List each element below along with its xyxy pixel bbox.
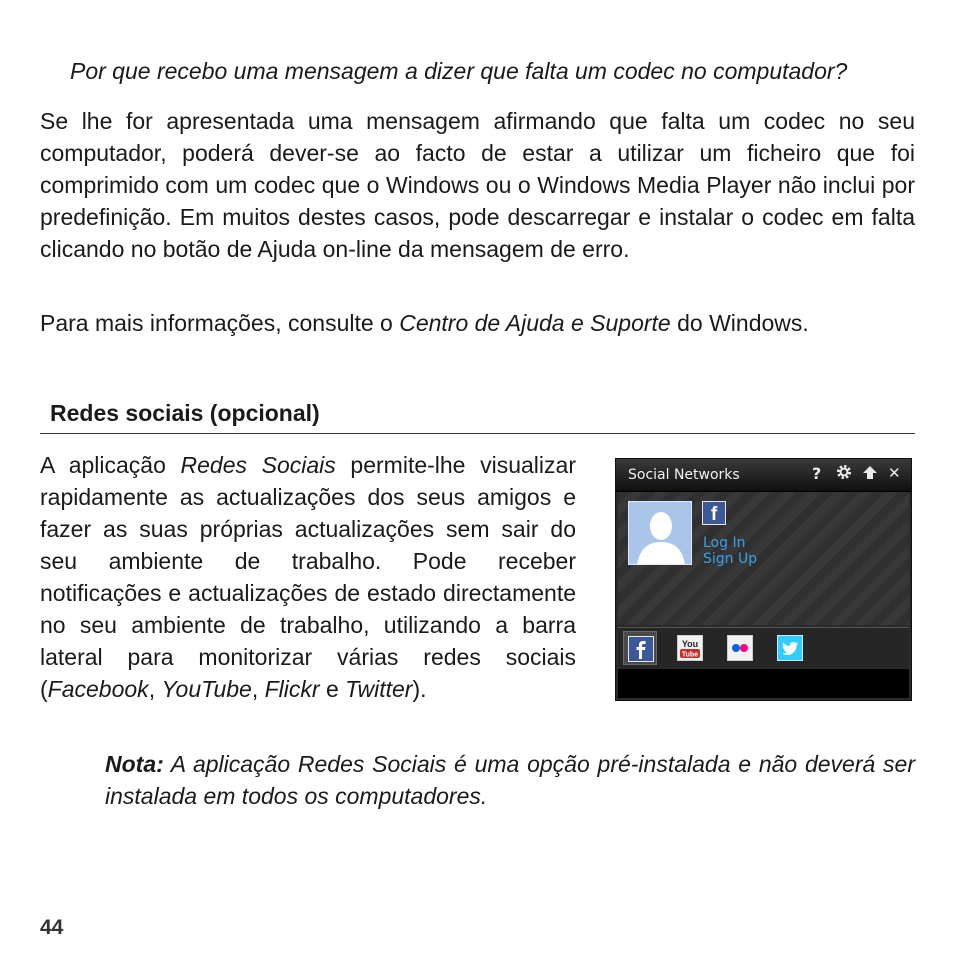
note-label: Nota: [105,751,164,777]
twitter-tab[interactable] [773,631,807,665]
app-name: Redes Sociais [180,452,336,478]
youtube-tab[interactable] [673,631,707,665]
gadget-footer [618,669,909,698]
youtube-icon [677,635,703,661]
answer-paragraph: Se lhe for apresentada uma mensagem afirmando que falta um codec no seu computador, poderá dever-se ao facto de estar a utilizar um ficheiro que foi comprimido com um codec que o Windows ou o Windows Media Player não inclui por predefinição. Em muitos destes casos, pode descarregar e instalar o codec em falta clicando no botão de Ajuda on-line da mensagem de erro. [40,108,915,262]
help-button[interactable]: ? [812,464,822,483]
svg-text:Tube: Tube [681,651,699,659]
network-twitter: Twitter [345,676,413,702]
facebook-icon [628,636,654,662]
social-paragraph: A aplicação Redes Sociais permite-lhe visualizar rapidamente as actualizações dos seus amigos e fazer as suas próprias actualizações sem sair do seu ambiente de trabalho. Pode receber notificações e actualizações de estado directamente no seu ambiente de trabalho, utilizando a barra lateral para monitorizar várias redes sociais (Facebook, YouTube, Flickr e Twitter). [40,452,576,702]
facebook-icon: f [702,501,726,525]
collapse-icon[interactable] [861,464,879,486]
flickr-tab[interactable] [723,631,757,665]
gadget-titlebar [616,459,911,492]
sign-up-link[interactable]: Sign Up [703,551,758,567]
close-icon[interactable]: ✕ [888,464,901,482]
section-heading: Redes sociais (opcional) [50,400,320,426]
network-youtube: YouTube [161,676,252,702]
social-networks-gadget [615,458,912,701]
network-flickr: Flickr [264,676,320,702]
network-facebook: Facebook [47,676,149,702]
info-paragraph: Para mais informações, consulte o Centro de Ajuda e Suporte do Windows. [40,310,809,336]
gadget-tab-bar [618,627,909,668]
faq-question: Por que recebo uma mensagem a dizer que falta um codec no computador? [70,58,848,84]
section-divider [40,433,915,434]
help-center-reference: Centro de Ajuda e Suporte [399,310,671,336]
twitter-icon [777,635,803,661]
gear-icon[interactable] [835,463,853,485]
gadget-body [618,492,909,625]
page-number: 44 [40,916,64,939]
note-paragraph: Nota: A aplicação Redes Sociais é uma opção pré-instalada e não deverá ser instalada em todos os computadores. [105,751,915,809]
log-in-link[interactable]: Log In [703,535,746,551]
user-silhouette-icon [629,502,692,565]
avatar [628,501,692,565]
flickr-icon [727,635,753,661]
svg-text:You: You [681,639,699,649]
gadget-title: Social Networks [628,467,740,483]
facebook-tab[interactable] [623,631,657,665]
